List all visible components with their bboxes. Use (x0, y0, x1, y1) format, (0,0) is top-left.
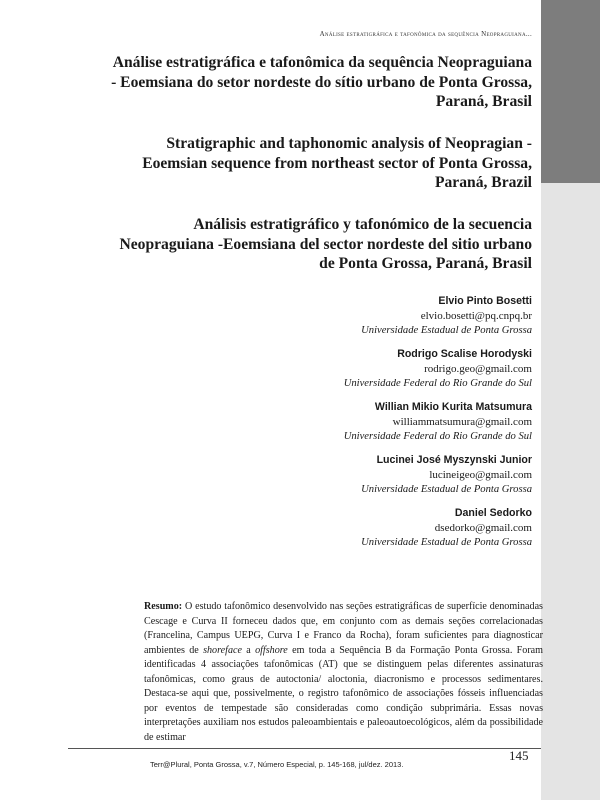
author-block (232, 400, 532, 444)
author-institution: Universidade Estadual de Ponta Grossa (361, 324, 532, 336)
abstract-term: offshore (255, 644, 288, 656)
author-institution: Universidade Estadual de Ponta Grossa (361, 483, 532, 495)
abstract-text: a (246, 644, 251, 656)
title-line: Paraná, Brasil (435, 93, 532, 110)
abstract-text: em toda a Sequência B da Formação Ponta Grossa. Foram identificadas 4 associações tafonômicas (AT) que se distinguem pelas diferentes assinaturas tafonômicas, como graus de autoctonia/ aloctonia, diacronismo e processos sedimentares. Destaca-se aqui que, possivelmente, o registro tafonômico de associações fósseis influenciadas por eventos de tempestade são consideradas como condição subprimária. Essas novas interpretações auxiliam nos estudos paleoambientais e paleoautoecológicos, além da possibilidade de estimar (144, 644, 544, 743)
title-line: Stratigraphic and taphonomic analysis of Neopragian - (166, 135, 532, 152)
title-line: Paraná, Brazil (434, 174, 532, 191)
title-line: de Ponta Grossa, Paraná, Brasil (319, 255, 532, 272)
author-block (232, 453, 532, 497)
author-email: lucineigeo@gmail.com (429, 469, 532, 481)
author-name: Lucinei José Myszynski Junior (376, 454, 532, 466)
abstract (144, 600, 543, 745)
author-block (232, 294, 532, 338)
title-line: Análise estratigráfica e tafonômica da sequência Neopraguiana (112, 54, 532, 71)
title-line: Eoemsian sequence from northeast sector of Ponta Grossa, (142, 154, 532, 172)
title-line: Neopraguiana -Eoemsiana del sector nordeste del sitio urbano (119, 235, 532, 253)
title-english (52, 134, 532, 193)
author-name: Daniel Sedorko (454, 507, 532, 519)
author-email: rodrigo.geo@gmail.com (424, 363, 532, 375)
author-institution: Universidade Estadual de Ponta Grossa (361, 536, 532, 548)
author-name: Elvio Pinto Bosetti (438, 295, 532, 307)
footer-rule (68, 748, 541, 749)
running-head: Análise estratigráfica e tafonômica da sequência Neopraguiana... (319, 30, 532, 38)
author-email: williammatsumura@gmail.com (392, 416, 532, 428)
abstract-term: shoreface (203, 644, 242, 656)
author-email: elvio.bosetti@pq.cnpq.br (420, 310, 532, 322)
title-line: Análisis estratigráfico y tafonómico de la secuencia (193, 216, 532, 233)
page-number: 145 (509, 748, 529, 763)
footer-citation: Terr@Plural, Ponta Grossa, v.7, Número Especial, p. 145-168, jul/dez. 2013. (150, 760, 404, 769)
title-spanish (52, 215, 532, 274)
title-line: - Eoemsiana do setor nordeste do sítio urbano de Ponta Grossa, (111, 73, 532, 91)
author-name: Rodrigo Scalise Horodyski (397, 348, 532, 360)
author-institution: Universidade Federal do Rio Grande do Sul (343, 377, 532, 389)
author-name: Willian Mikio Kurita Matsumura (374, 401, 532, 413)
author-list (232, 294, 532, 559)
author-email: dsedorko@gmail.com (434, 522, 532, 534)
author-institution: Universidade Federal do Rio Grande do Sul (343, 430, 532, 442)
title-portuguese (52, 53, 532, 112)
author-block (232, 506, 532, 550)
page-side-tab-dark (541, 0, 600, 183)
author-block (232, 347, 532, 391)
abstract-text: O estudo tafonômico desenvolvido nas seções estratigráficas de superfície denominadas Cescage e Curva II forneceu dados que, em conjunto com as demais seções correlacionadas (Francelina, Campus UEPG, Curva I e Franco da Rocha), foram suficientes para diagnosticar ambientes de (144, 601, 543, 656)
abstract-label: Resumo: (144, 601, 183, 612)
